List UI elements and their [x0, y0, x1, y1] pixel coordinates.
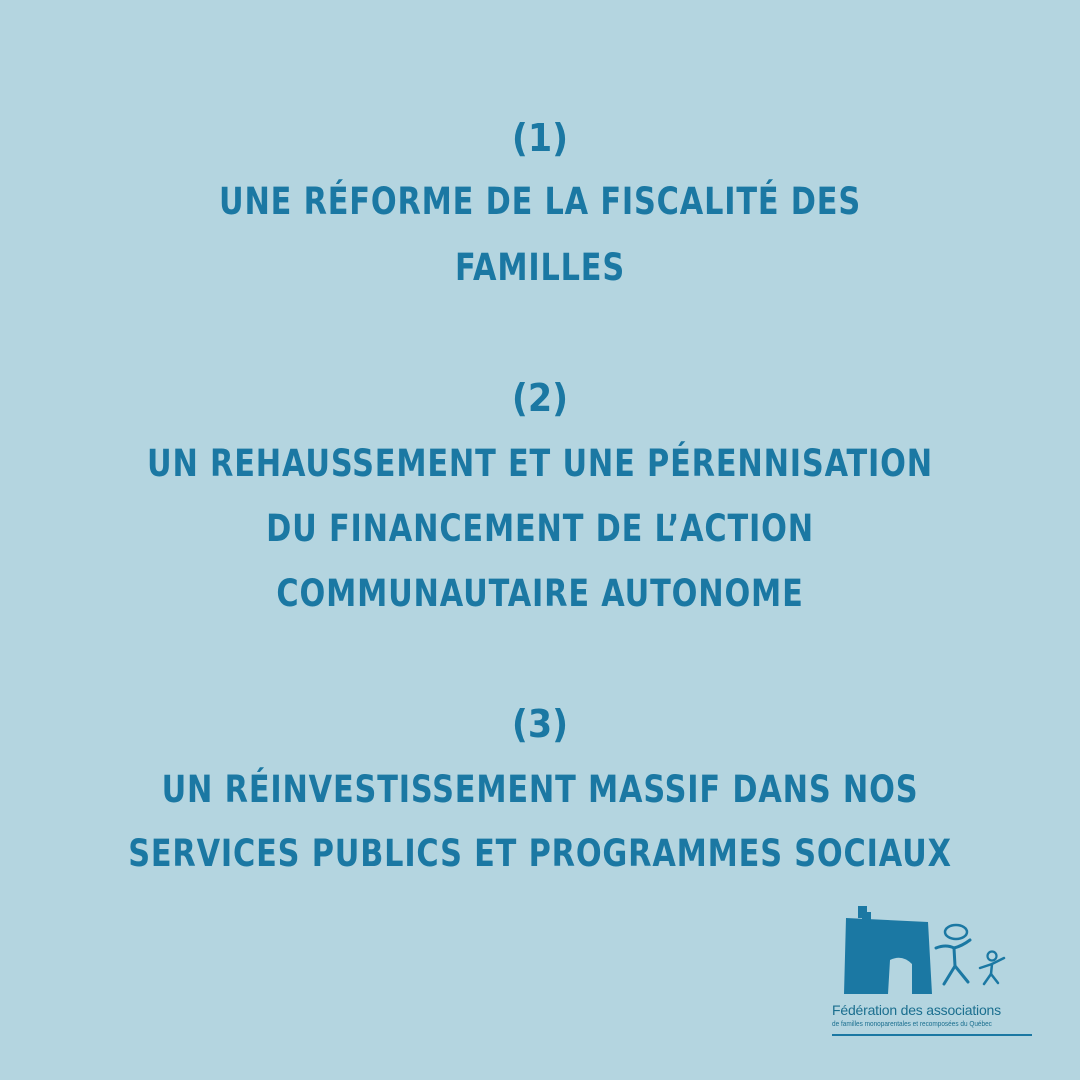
logo-title: Fédération des associations: [832, 1002, 1001, 1018]
item-2-line-3: COMMUNAUTAIRE AUTONOME: [276, 572, 804, 615]
item-1-number: (1): [511, 116, 569, 160]
item-3-line-2: SERVICES PUBLICS ET PROGRAMMES SOCIAUX: [128, 832, 952, 875]
logo-subtitle: de familles monoparentales et recomposées du Québec: [832, 1019, 992, 1028]
federation-logo: [832, 902, 1040, 1042]
item-2-line-1: UN REHAUSSEMENT ET UNE PÉRENNISATION: [147, 442, 933, 485]
logo-divider: [832, 1034, 1032, 1036]
item-3-number: (3): [511, 702, 569, 746]
house-family-logo-icon: [832, 902, 1040, 1002]
item-2-line-2: DU FINANCEMENT DE L’ACTION: [266, 507, 814, 550]
item-2-number: (2): [511, 376, 569, 420]
item-3-line-1: UN RÉINVESTISSEMENT MASSIF DANS NOS: [161, 768, 919, 811]
item-1-line-2: FAMILLES: [454, 246, 625, 289]
item-1-line-1: UNE RÉFORME DE LA FISCALITÉ DES: [218, 180, 862, 223]
